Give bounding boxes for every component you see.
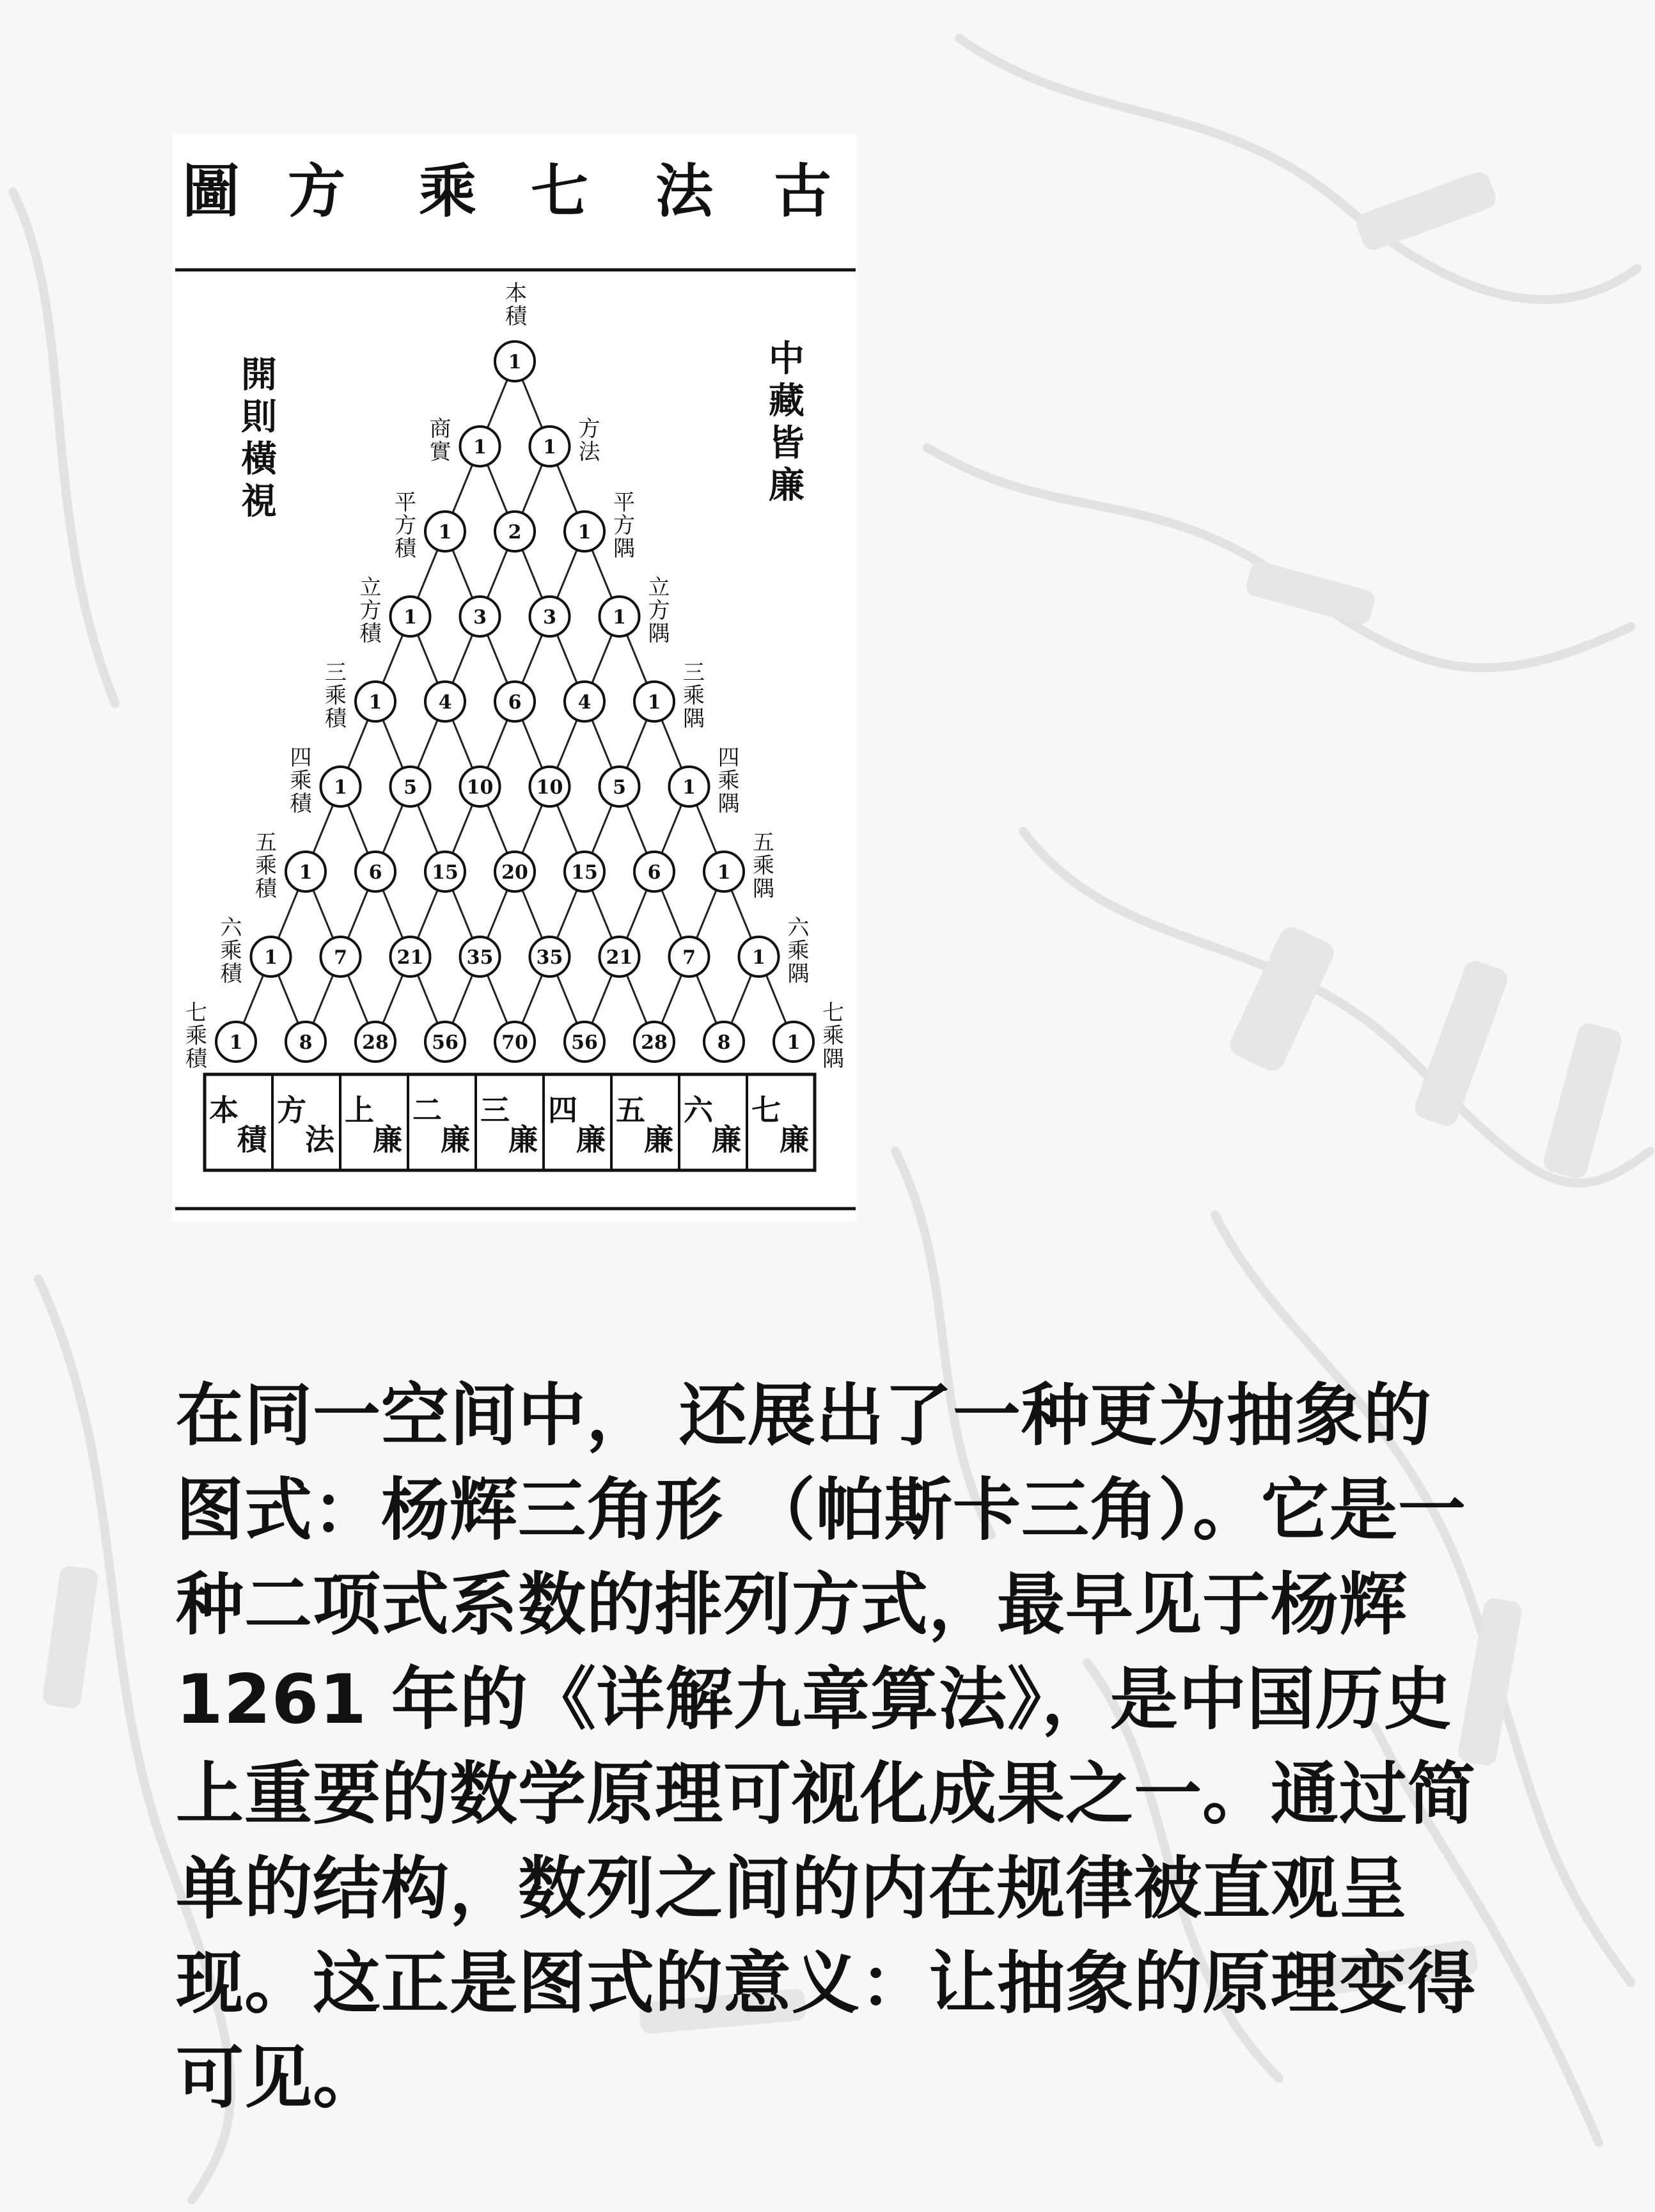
node-value: 8 [717,1031,731,1054]
node-value: 5 [613,776,626,799]
yang-hui-triangle-plate [173,134,857,1221]
table-cell-char: 方 [277,1093,306,1127]
row-label-char: 積 [255,876,277,902]
node-value: 2 [508,521,522,544]
node-value: 28 [641,1031,668,1054]
table-cell-char: 六 [684,1093,713,1127]
node-value: 1 [473,436,487,459]
table-cell-char: 七 [751,1093,781,1127]
node-value: 1 [543,436,556,459]
row-label-char: 隅 [753,876,774,902]
side-text-left [241,354,277,522]
node-value: 1 [647,691,661,714]
title-char: 法 [655,157,713,225]
node-value: 1 [264,946,278,969]
title-char: 七 [531,157,588,225]
row-label-char: 乘 [325,683,347,709]
node-value: 35 [466,946,494,969]
node-value: 21 [606,946,633,969]
row-label-char: 隅 [648,621,670,647]
node-value: 1 [334,776,347,799]
node-value: 1 [438,521,452,544]
caption-text: 在同一空间中， 还展出了一种更为抽象的图式：杨辉三角形 （帕斯卡三角）。它是一种二项式系数的排列方式，最早见于杨辉 1261 年的《详解九章算法》，是中国历史上重要的数学原理可视化成果之一。通过简单的结构，数列之间的内在规律被直观呈现。这正是图式的意义：让抽象的原理变得可见。 [176,1376,1476,2117]
node-value: 3 [543,606,556,629]
table-cell-char: 廉 [576,1122,606,1157]
node-value: 15 [571,861,598,884]
row-label-char: 方 [395,513,416,538]
table-cell-char: 上 [345,1093,374,1127]
row-label-char: 方 [359,598,382,624]
node-value: 7 [682,946,696,969]
node-value: 1 [787,1031,801,1054]
row-label-char: 六 [787,915,810,941]
node-value: 56 [432,1031,459,1054]
side-char: 則 [241,396,277,438]
node-value: 6 [647,861,661,884]
row-label-char: 積 [395,536,416,561]
side-char: 廉 [769,464,804,506]
row-label-char: 法 [578,439,600,465]
node-value: 1 [577,521,592,544]
node-value: 5 [404,776,417,799]
node-value: 56 [571,1031,598,1054]
node-value: 1 [368,691,382,714]
row-label-char: 積 [359,621,382,647]
node-value: 7 [334,946,347,969]
row-label-char: 平 [395,490,416,515]
side-char: 視 [241,480,277,522]
node-value: 20 [501,861,528,884]
row-label-char: 立 [359,575,382,600]
row-label-char: 三 [683,660,705,686]
node-value: 28 [362,1031,389,1054]
row-label-char: 乘 [718,768,740,794]
yang-hui-triangle-diagram [173,134,857,1221]
side-char: 皆 [769,422,804,464]
node-value: 3 [473,606,487,629]
row-label-char: 乘 [255,853,277,879]
row-label-char: 乘 [290,768,312,794]
node-value: 1 [229,1031,243,1054]
row-label-char: 積 [505,304,527,329]
coefficient-label-table [205,1074,815,1170]
table-cell-char: 積 [237,1122,267,1157]
node-value: 6 [368,861,382,884]
table-cell-char: 法 [305,1122,334,1157]
node-value: 1 [717,861,731,884]
row-label-char: 乘 [683,683,705,709]
row-label-char: 平 [613,490,635,515]
table-cell-char: 廉 [780,1122,809,1157]
row-label-char: 積 [220,961,242,987]
row-label-char: 方 [613,513,635,538]
table-cell-char: 廉 [373,1122,402,1157]
row-label-char: 隅 [718,791,740,817]
node-value: 8 [299,1031,313,1054]
node-value: 1 [752,946,765,969]
node-value: 10 [536,776,563,799]
title-char: 圖 [182,157,240,225]
triangle-nodes [216,341,813,1062]
node-value: 10 [466,776,494,799]
side-char: 開 [241,354,277,396]
node-value: 70 [501,1031,528,1054]
table-cell-char: 本 [209,1093,239,1127]
node-value: 35 [536,946,563,969]
row-label-char: 隅 [822,1046,844,1072]
row-label-char: 積 [290,791,312,817]
row-label-char: 四 [290,745,312,771]
side-char: 藏 [769,380,804,422]
table-cell-char: 四 [548,1093,577,1127]
row-label-char: 乘 [753,853,774,879]
row-label-char: 乘 [220,938,242,964]
title-char: 方 [288,157,345,225]
title-char: 古 [774,157,831,225]
node-value: 1 [404,606,417,629]
node-value: 6 [508,691,522,714]
row-label-char: 四 [718,745,740,771]
node-value: 1 [613,606,626,629]
node-value: 1 [682,776,696,799]
row-label-char: 積 [325,706,347,732]
row-label-char: 乘 [185,1023,207,1049]
row-label-char: 實 [429,439,451,465]
table-cell-char: 三 [480,1093,510,1127]
diagram-title [182,157,831,225]
table-cell-char: 廉 [712,1122,741,1157]
node-value: 1 [508,351,522,373]
row-label-char: 方 [578,416,600,442]
row-label-char: 立 [648,575,670,600]
row-label-char: 隅 [787,961,810,987]
row-label-char: 六 [220,915,242,941]
row-label-char: 方 [648,598,670,624]
table-cell-char: 二 [412,1093,442,1127]
row-label-char: 商 [429,416,451,442]
title-char: 乘 [419,157,476,225]
row-label-char: 隅 [683,706,705,732]
node-value: 15 [432,861,459,884]
table-cell-char: 廉 [441,1122,470,1157]
side-text-right [769,338,804,506]
table-cell-char: 五 [616,1093,645,1127]
node-value: 1 [299,861,313,884]
side-char: 中 [769,338,804,380]
row-label-char: 七 [185,1000,207,1026]
node-value: 21 [396,946,424,969]
node-value: 4 [438,691,452,714]
row-label-char: 隅 [613,536,635,561]
row-label-char: 七 [822,1000,844,1026]
table-cell-char: 廉 [508,1122,538,1157]
node-value: 4 [577,691,592,714]
row-label-char: 五 [255,830,277,856]
row-label-char: 五 [753,830,774,856]
row-label-char: 乘 [822,1023,844,1049]
row-label-char: 積 [185,1046,207,1072]
side-char: 橫 [241,438,277,480]
row-label-char: 本 [505,281,527,306]
row-label-char: 乘 [787,938,810,964]
row-label-char: 三 [325,660,347,686]
table-cell-char: 廉 [644,1122,673,1157]
